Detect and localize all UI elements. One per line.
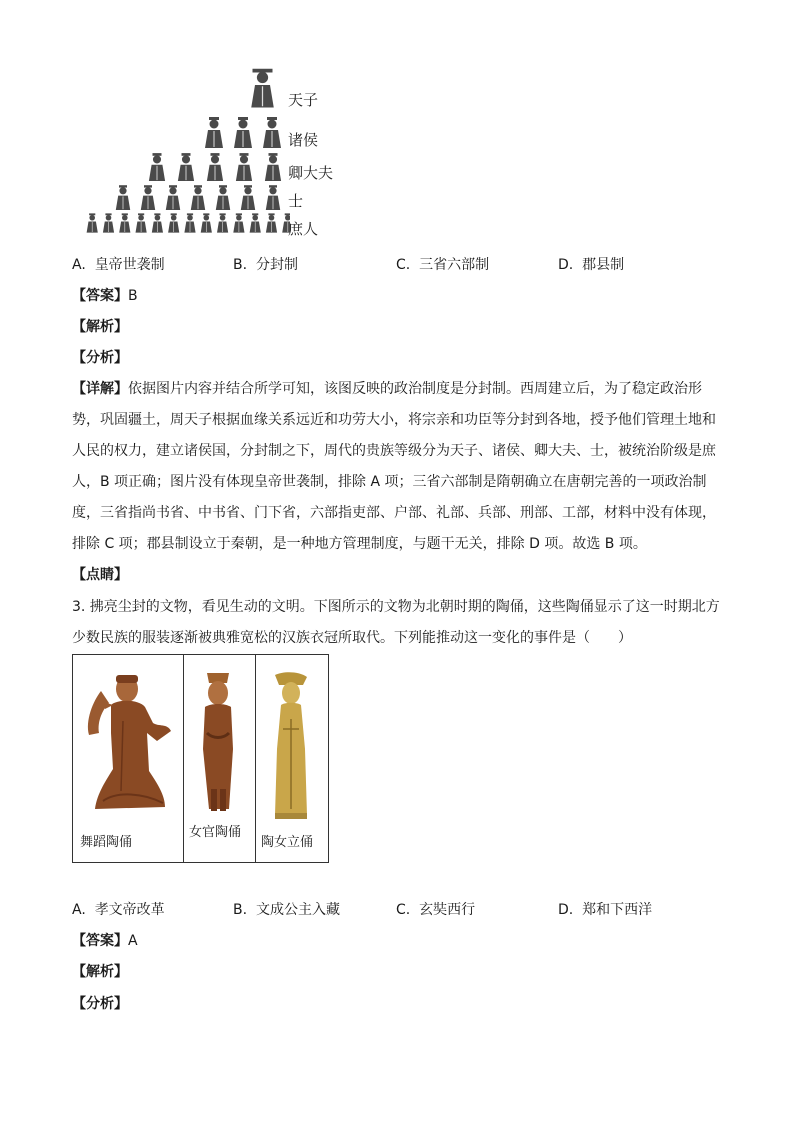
artifact-cell-court-lady <box>183 655 256 862</box>
answer-value: A <box>128 933 138 949</box>
q2-dianjing-label: 【点睛】 <box>72 567 128 583</box>
q3-stem-line: 少数民族的服装逐渐被典雅宽松的汉族衣冠所取代。下列能推动这一变化的事件是（ ） <box>72 630 632 646</box>
pyramid-person-figure <box>103 213 114 232</box>
pyramid-person-figure <box>217 213 228 232</box>
q2-fenxi-label: 【分析】 <box>72 350 128 366</box>
pyramid-person-figure <box>87 213 98 232</box>
artifact-caption: 舞蹈陶俑 <box>80 835 133 850</box>
q3-answer <box>72 931 138 951</box>
q2-detail-line: 度，三省指尚书省、中书省、门下省，六部指吏部、户部、礼部、兵部、刑部、工部，材料中没有体现， <box>72 505 716 521</box>
pyramid-person-figure <box>201 213 212 232</box>
option-letter: D. <box>558 902 574 918</box>
option-text: 孝文帝改革 <box>94 902 165 918</box>
option-text: 玄奘西行 <box>419 902 476 918</box>
pyramid-person-figure <box>149 153 165 181</box>
pyramid-person-figure <box>241 185 255 210</box>
option-letter: D. <box>558 257 574 273</box>
standing-woman-figurine-image <box>255 669 328 829</box>
pyramid-person-figure <box>251 69 274 108</box>
court-lady-figurine-image <box>183 669 255 819</box>
answer-label: 【答案】 <box>72 288 128 304</box>
option-letter: B. <box>233 902 248 918</box>
artifact-caption: 陶女立俑 <box>261 835 314 850</box>
option-text: 郡县制 <box>582 257 625 273</box>
dancing-figurine-image <box>73 661 183 831</box>
q2-option-c[interactable] <box>396 255 489 275</box>
q2-detail-line: 排除 C 项；郡县制设立于秦朝，是一种地方管理制度，与题干无关，排除 D 项。故选 B 项。 <box>72 536 647 552</box>
detail-label: 【详解】 <box>72 381 128 397</box>
q3-option-d[interactable] <box>558 900 652 920</box>
option-letter: A. <box>72 902 86 918</box>
artifact-cell-dancer <box>73 655 184 862</box>
pyramid-person-figure <box>184 213 195 232</box>
option-letter: A. <box>72 257 86 273</box>
hierarchy-pyramid-figure <box>80 66 370 238</box>
option-text: 文成公主入藏 <box>255 902 340 918</box>
pyramid-person-figure <box>216 185 230 210</box>
pyramid-person-figure <box>178 153 194 181</box>
artifact-caption: 女官陶俑 <box>189 825 242 840</box>
q2-detail-line <box>72 379 702 399</box>
pyramid-person-figure <box>136 213 147 232</box>
pyramid-person-figure <box>205 117 223 148</box>
q2-option-d[interactable] <box>558 255 624 275</box>
q2-option-b[interactable] <box>233 255 298 275</box>
q2-detail-line: 人，B 项正确；图片没有体现皇帝世袭制，排除 A 项；三省六部制是隋朝确立在唐朝完善的一项政治制 <box>72 474 707 490</box>
pyramid-person-figure <box>263 117 281 148</box>
pyramid-people-illustration <box>80 66 290 238</box>
pyramid-person-figure <box>191 185 205 210</box>
q3-stem-line: 3. 拂亮尘封的文物，看见生动的文明。下图所示的文物为北朝时期的陶俑，这些陶俑显示了这一时期北方 <box>72 599 720 615</box>
pyramid-person-figure <box>234 117 252 148</box>
q3-option-b[interactable] <box>233 900 340 920</box>
pyramid-person-figure <box>116 185 130 210</box>
answer-value: B <box>128 288 138 304</box>
pyramid-person-figure <box>166 185 180 210</box>
q2-answer <box>72 286 138 306</box>
q2-analysis-label: 【解析】 <box>72 319 128 335</box>
option-text: 皇帝世袭制 <box>94 257 165 273</box>
rank-shi: 士 <box>288 192 304 210</box>
pyramid-person-figure <box>119 213 130 232</box>
pyramid-person-figure <box>141 185 155 210</box>
q3-analysis-label: 【解析】 <box>72 964 128 980</box>
detail-text: 依据图片内容并结合所学可知，该图反映的政治制度是分封制。西周建立后，为了稳定政治形 <box>128 381 702 397</box>
option-text: 三省六部制 <box>419 257 490 273</box>
q2-detail-line: 势，巩固疆土，周天子根据血缘关系远近和功劳大小，将宗亲和功臣等分封到各地，授予他们管理土地和 <box>72 412 716 428</box>
pyramid-person-figure <box>266 185 280 210</box>
q3-fenxi-label: 【分析】 <box>72 996 128 1012</box>
pyramid-person-figure <box>250 213 261 232</box>
option-letter: B. <box>233 257 248 273</box>
q3-option-a[interactable] <box>72 900 165 920</box>
pyramid-person-figure <box>168 213 179 232</box>
rank-shuren: 庶人 <box>288 220 319 238</box>
q2-detail-line: 人民的权力，建立诸侯国，分封制之下，周代的贵族等级分为天子、诸侯、卿大夫、士，被统治阶级是庶 <box>72 443 716 459</box>
rank-tianzi: 天子 <box>288 91 319 109</box>
pyramid-person-figure <box>265 153 281 181</box>
rank-zhuhou: 诸侯 <box>288 131 319 149</box>
rank-qingdafu: 卿大夫 <box>288 164 334 182</box>
pyramid-person-figure <box>233 213 244 232</box>
pyramid-person-figure <box>266 213 277 232</box>
q3-option-c[interactable] <box>396 900 475 920</box>
option-letter: C. <box>396 902 411 918</box>
answer-label: 【答案】 <box>72 933 128 949</box>
pyramid-person-figure <box>207 153 223 181</box>
pyramid-person-figure <box>152 213 163 232</box>
artifact-figure-table <box>72 654 329 863</box>
artifact-cell-standing-woman <box>255 655 328 862</box>
option-text: 郑和下西洋 <box>582 902 653 918</box>
option-text: 分封制 <box>255 257 298 273</box>
pyramid-person-figure <box>236 153 252 181</box>
option-letter: C. <box>396 257 411 273</box>
q2-option-a[interactable] <box>72 255 165 275</box>
